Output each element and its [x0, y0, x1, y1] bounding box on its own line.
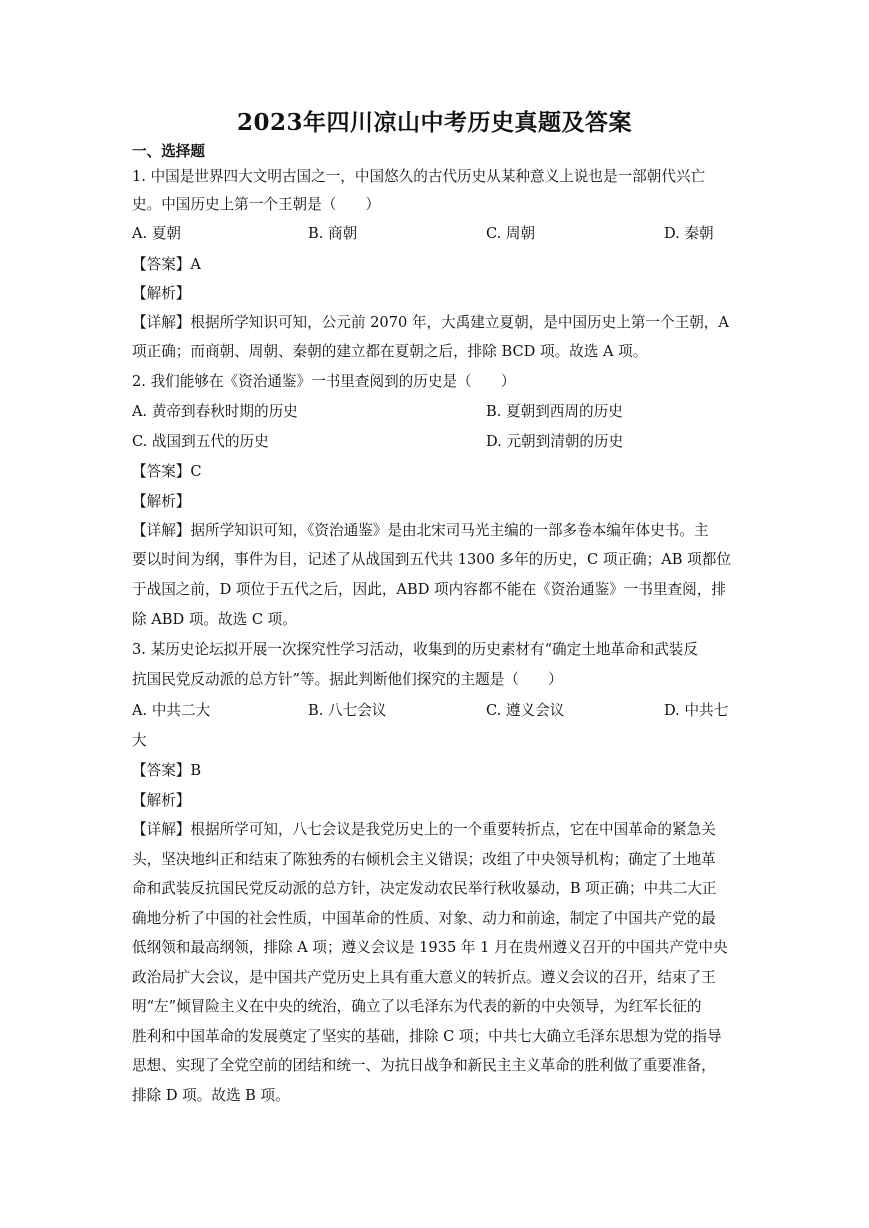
- q1-answer: 【答案】A: [132, 256, 201, 273]
- q3-option-b: B. 八七会议: [308, 702, 387, 719]
- q3-option-d: D. 中共七: [664, 702, 729, 719]
- q3-stem-line-1: 3. 某历史论坛拟开展一次探究性学习活动，收集到的历史素材有“确定土地革命和武装反: [132, 641, 698, 658]
- q2-option-c: C. 战国到五代的历史: [132, 433, 269, 450]
- q1-option-c: C. 周朝: [486, 225, 536, 242]
- q3-option-c: C. 遵义会议: [486, 702, 565, 719]
- q2-detail-line-2: 要以时间为纲，事件为目，记述了从战国到五代共 1300 多年的历史，C 项正确；AB 项都位: [132, 551, 731, 568]
- q3-answer: 【答案】B: [132, 762, 202, 779]
- q3-detail-line-4: 确地分析了中国的社会性质，中国革命的性质、对象、动力和前途，制定了中国共产党的最: [132, 910, 716, 927]
- q3-option-d-wrap: 大: [132, 732, 147, 749]
- q3-detail-line-6: 政治局扩大会议，是中国共产党历史上具有重大意义的转折点。遵义会议的召开，结束了王: [132, 969, 716, 986]
- q1-stem-line-1: 1. 中国是世界四大文明古国之一，中国悠久的古代历史从某种意义上说也是一部朝代兴亡: [132, 168, 706, 185]
- q3-detail-line-2: 头，坚决地纠正和结束了陈独秀的右倾机会主义错误；改组了中央领导机构；确定了土地革: [132, 851, 716, 868]
- q3-detail-line-10: 排除 D 项。故选 B 项。: [132, 1087, 290, 1104]
- q2-stem-line-1: 2. 我们能够在《资治通鉴》一书里查阅到的历史是（ ）: [132, 373, 516, 390]
- q3-detail-line-1: 【详解】根据所学可知，八七会议是我党历史上的一个重要转折点，它在中国革命的紧急关: [132, 821, 716, 838]
- q3-detail-line-9: 思想、实现了全党空前的团结和统一、为抗日战争和新民主主义革命的胜利做了重要准备，: [132, 1057, 716, 1074]
- q2-option-b: B. 夏朝到西周的历史: [486, 403, 623, 420]
- q3-option-a: A. 中共二大: [132, 702, 211, 719]
- q1-analysis-label: 【解析】: [132, 285, 191, 302]
- q2-detail-line-1: 【详解】据所学知识可知，《资治通鉴》是由北宋司马光主编的一部多卷本编年体史书。主: [132, 522, 709, 539]
- section-heading: 一、选择题: [132, 143, 205, 160]
- q3-detail-line-7: 明“左”倾冒险主义在中央的统治，确立了以毛泽东为代表的新的中央领导，为红军长征的: [132, 998, 702, 1015]
- q1-option-a: A. 夏朝: [132, 225, 182, 242]
- q1-option-b: B. 商朝: [308, 225, 358, 242]
- q3-detail-line-5: 低纲领和最高纲领，排除 A 项；遵义会议是 1935 年 1 月在贵州遵义召开的中国共产党中央: [132, 939, 728, 956]
- q2-option-a: A. 黄帝到春秋时期的历史: [132, 403, 298, 420]
- q1-option-d: D. 秦朝: [664, 225, 714, 242]
- q2-option-d: D. 元朝到清朝的历史: [486, 433, 624, 450]
- q2-answer: 【答案】C: [132, 463, 202, 480]
- q3-detail-line-8: 胜利和中国革命的发展奠定了坚实的基础，排除 C 项；中共七大确立毛泽东思想为党的指导: [132, 1028, 722, 1045]
- q3-analysis-label: 【解析】: [132, 792, 191, 809]
- q1-detail-line-1: 【详解】根据所学知识可知，公元前 2070 年，大禹建立夏朝，是中国历史上第一个王朝，A: [132, 314, 729, 331]
- q2-detail-line-3: 于战国之前，D 项位于五代之后，因此，ABD 项内容都不能在《资治通鉴》一书里查阅，排: [132, 581, 726, 598]
- q3-detail-line-3: 命和武装反抗国民党反动派的总方针，决定发动农民举行秋收暴动，B 项正确；中共二大正: [132, 880, 717, 897]
- q3-stem-line-2: 抗国民党反动派的总方针”等。据此判断他们探究的主题是（ ）: [132, 671, 563, 688]
- document-title: 2023年四川凉山中考历史真题及答案: [236, 109, 632, 136]
- q2-analysis-label: 【解析】: [132, 493, 191, 510]
- q2-detail-line-4: 除 ABD 项。故选 C 项。: [132, 611, 297, 628]
- q1-detail-line-2: 项正确；而商朝、周朝、秦朝的建立都在夏朝之后，排除 BCD 项。故选 A 项。: [132, 343, 648, 360]
- q1-stem-line-2: 史。中国历史上第一个王朝是（ ）: [132, 196, 381, 213]
